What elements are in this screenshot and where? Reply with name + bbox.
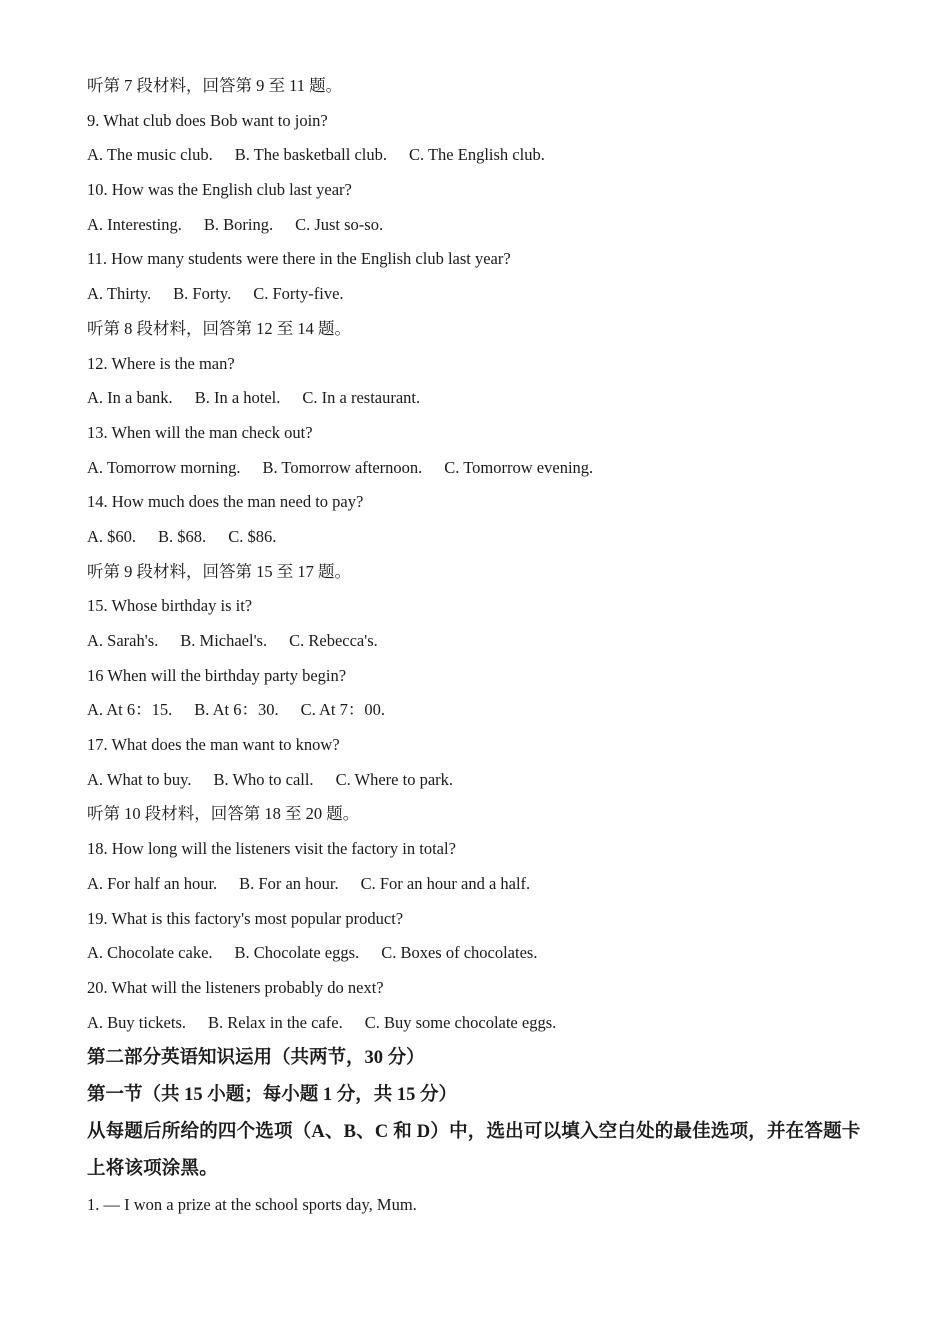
answer-option: B. Forty.	[173, 284, 232, 304]
answer-options	[87, 208, 877, 243]
answer-option: C. The English club.	[409, 145, 545, 165]
answer-option: C. Where to park.	[335, 769, 454, 789]
question-text: 13. When will the man check out?	[87, 422, 313, 442]
answer-options	[87, 451, 877, 486]
question-text: 1. — I won a prize at the school sports day, Mum.	[87, 1195, 417, 1215]
answer-option: C. For an hour and a half.	[360, 873, 531, 893]
question-text: 19. What is this factory's most popular product?	[87, 908, 404, 928]
answer-option: C. Rebecca's.	[289, 631, 378, 650]
answer-option: A. Chocolate cake.	[87, 943, 213, 963]
question-text: 16 When will the birthday party begin?	[87, 665, 347, 685]
answer-option: C. $86.	[228, 526, 277, 546]
answer-option: B. Michael's.	[180, 631, 268, 650]
answer-option: A. Interesting.	[87, 214, 182, 234]
answer-option: B. Boring.	[203, 214, 274, 234]
answer-option: A. Thirty.	[87, 284, 152, 304]
answer-option: B. Tomorrow afternoon.	[262, 457, 423, 477]
document-page	[87, 69, 877, 1223]
answer-options	[87, 138, 877, 173]
question-text: 18. How long will the listeners visit the factory in total?	[87, 839, 456, 859]
answer-options	[87, 381, 877, 416]
answer-option: A. $60.	[87, 526, 137, 546]
question-text: 12. Where is the man?	[87, 353, 235, 373]
answer-option: C. Boxes of chocolates.	[381, 943, 538, 963]
question-text: 14. How much does the man need to pay?	[87, 492, 364, 512]
question-text: 20. What will the listeners probably do next?	[87, 977, 384, 997]
answer-options	[87, 624, 877, 659]
answer-options	[87, 693, 877, 728]
answer-option: A. Sarah's.	[87, 631, 159, 650]
answer-option: C. Just so-so.	[295, 214, 384, 234]
listening-instruction: 听第 8 段材料，回答第 12 至 14 题。	[87, 318, 351, 338]
answer-option: B. In a hotel.	[194, 388, 281, 408]
listening-instruction: 听第 10 段材料，回答第 18 至 20 题。	[87, 804, 360, 824]
answer-option: A. At 6：15.	[87, 700, 173, 720]
answer-option: A. Tomorrow morning.	[87, 457, 241, 477]
answer-options	[87, 867, 877, 902]
answer-option: C. Buy some chocolate eggs.	[364, 1012, 557, 1032]
question-text: 15. Whose birthday is it?	[87, 596, 253, 616]
section-instruction: 从每题后所给的四个选项（A、B、C 和 D）中，选出可以填入空白处的最佳选项，并在答题卡上将该项涂黑。	[87, 1122, 861, 1180]
section-heading: 第二部分英语知识运用（共两节，30 分）	[87, 1048, 425, 1069]
answer-option: C. At 7：00.	[300, 700, 385, 720]
answer-option: A. What to buy.	[87, 769, 192, 789]
answer-option: B. For an hour.	[239, 873, 339, 893]
question-text: 10. How was the English club last year?	[87, 180, 352, 200]
question-text: 11. How many students were there in the English club last year?	[87, 249, 511, 269]
answer-option: B. At 6：30.	[194, 700, 279, 720]
answer-option: A. Buy tickets.	[87, 1012, 186, 1032]
answer-options	[87, 763, 877, 798]
answer-option: A. The music club.	[87, 145, 213, 165]
listening-instruction: 听第 7 段材料，回答第 9 至 11 题。	[87, 76, 343, 95]
answer-option: A. For half an hour.	[87, 873, 218, 893]
section-heading: 第一节（共 15 小题；每小题 1 分，共 15 分）	[87, 1085, 458, 1106]
listening-instruction: 听第 9 段材料，回答第 15 至 17 题。	[87, 561, 351, 581]
answer-option: B. Who to call.	[213, 769, 314, 789]
answer-option: C. Forty-five.	[253, 284, 344, 304]
answer-options	[87, 936, 877, 971]
answer-option: A. In a bank.	[87, 388, 173, 408]
answer-option: B. Chocolate eggs.	[234, 943, 360, 963]
question-text: 9. What club does Bob want to join?	[87, 110, 328, 130]
answer-options	[87, 1006, 877, 1041]
question-text: 17. What does the man want to know?	[87, 735, 340, 755]
answer-option: B. The basketball club.	[234, 145, 388, 165]
answer-options	[87, 277, 877, 312]
answer-options	[87, 520, 877, 555]
answer-option: B. Relax in the cafe.	[208, 1012, 343, 1032]
answer-option: C. In a restaurant.	[302, 388, 421, 408]
answer-option: C. Tomorrow evening.	[444, 457, 594, 477]
answer-option: B. $68.	[158, 526, 207, 546]
